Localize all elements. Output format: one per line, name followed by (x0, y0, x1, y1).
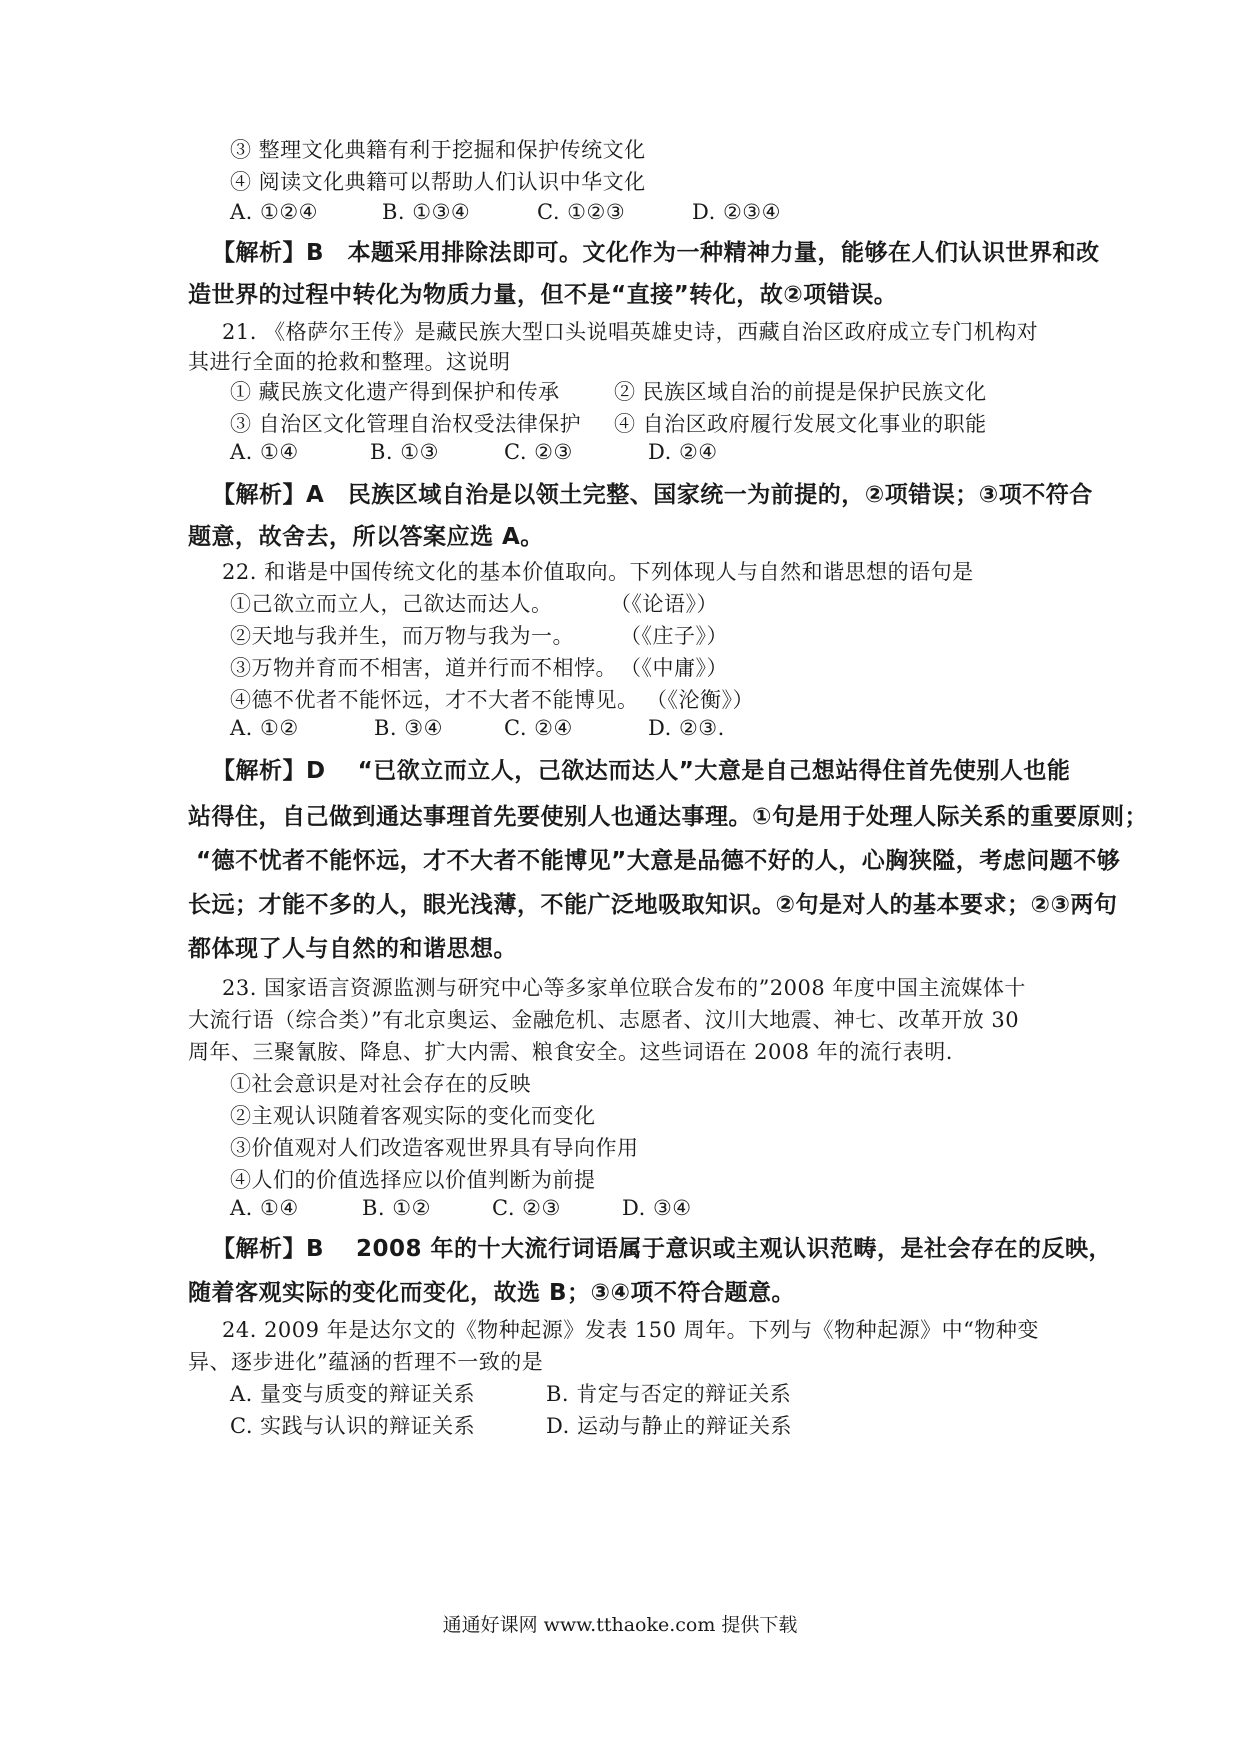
choice-b: B. ①③ (370, 440, 439, 464)
choice-d: D. ③④ (622, 1196, 692, 1220)
choice-c: C. ①②③ (537, 200, 626, 224)
choice-d: D. ②③④ (692, 200, 781, 224)
analysis-line: 长远；才能不多的人，眼光浅薄，不能广泛地吸取知识。②句是对人的基本要求；②③两句 (188, 892, 1118, 918)
statement-1: ①社会意识是对社会存在的反映 (230, 1072, 531, 1096)
quote-source: （《沦衡》） (646, 688, 754, 712)
choice-a: A. 量变与质变的辩证关系 (230, 1382, 476, 1406)
statement-3: ③ 自治区文化管理自治权受法律保护 (230, 412, 582, 436)
statement-4: ④人们的价值选择应以价值判断为前提 (230, 1168, 596, 1192)
choice-b: B. ①② (362, 1196, 431, 1220)
question-line: 周年、三聚氰胺、降息、扩大内需、粮食安全。这些词语在 2008 年的流行表明. (188, 1040, 953, 1064)
statement-2: ②主观认识随着客观实际的变化而变化 (230, 1104, 596, 1128)
question-line: 其进行全面的抢救和整理。这说明 (188, 350, 511, 374)
choice-a: A. ①④ (230, 1196, 299, 1220)
choice-d: D. ②③. (648, 716, 725, 740)
choice-d: D. ②④ (648, 440, 718, 464)
choice-c: C. ②③ (504, 440, 573, 464)
question-24: 24. 2009 年是达尔文的《物种起源》发表 150 周年。下列与《物种起源》中“物种变 (222, 1318, 1039, 1342)
quote-source: （《论语》） (610, 592, 718, 616)
choice-a: A. ①④ (230, 440, 299, 464)
question-21: 21. 《格萨尔王传》是藏民族大型口头说唱英雄史诗，西藏自治区政府成立专门机构对 (222, 320, 1039, 344)
analysis-line: 【解析】B 本题采用排除法即可。文化作为一种精神力量，能够在人们认识世界和改 (212, 240, 1100, 266)
statement-1: ① 藏民族文化遗产得到保护和传承 (230, 380, 560, 404)
quote-text: ③万物并育而不相害，道并行而不相悖。 (230, 656, 617, 680)
analysis-line: 站得住，自己做到通达事理首先要使别人也通达事理。①句是用于处理人际关系的重要原则； (188, 804, 1148, 830)
quote-source: （《庄子》） (620, 624, 728, 648)
choice-a: A. ①②④ (230, 200, 318, 224)
question-line: 大流行语（综合类）”有北京奥运、金融危机、志愿者、汶川大地震、神七、改革开放 30 (188, 1008, 1020, 1032)
question-line: 异、逐步进化”蕴涵的哲理不一致的是 (188, 1350, 544, 1374)
analysis-line: 随着客观实际的变化而变化，故选 B；③④项不符合题意。 (188, 1280, 795, 1306)
quote-text: ④德不优者不能怀远，才不大者不能博见。 (230, 688, 639, 712)
analysis-line: “德不忧者不能怀远，才不大者不能博见”大意是品德不好的人，心胸狭隘，考虑问题不够 (196, 848, 1121, 874)
page-footer: 通通好课网 www.tthaoke.com 提供下载 (442, 1614, 798, 1636)
statement-2: ② 民族区域自治的前提是保护民族文化 (614, 380, 987, 404)
quote-text: ②天地与我并生，而万物与我为一。 (230, 624, 574, 648)
quote-source: （《中庸》） (620, 656, 728, 680)
option-line: ④ 阅读文化典籍可以帮助人们认识中华文化 (230, 170, 646, 194)
analysis-line: 题意，故舍去，所以答案应选 A。 (188, 524, 544, 550)
option-line: ③ 整理文化典籍有利于挖掘和保护传统文化 (230, 138, 646, 162)
choice-c: C. ②④ (504, 716, 573, 740)
analysis-line: 造世界的过程中转化为物质力量，但不是“直接”转化，故②项错误。 (188, 282, 898, 308)
analysis-line: 都体现了人与自然的和谐思想。 (188, 936, 517, 962)
choice-c: C. ②③ (492, 1196, 561, 1220)
quote-text: ①己欲立而立人，己欲达而达人。 (230, 592, 553, 616)
choice-b: B. ①③④ (382, 200, 471, 224)
analysis-line: 【解析】D “已欲立而立人，己欲达而达人”大意是自己想站得住首先使别人也能 (212, 758, 1071, 784)
choice-b: B. 肯定与否定的辩证关系 (546, 1382, 792, 1406)
analysis-line: 【解析】A 民族区域自治是以领土完整、国家统一为前提的，②项错误；③项不符合 (212, 482, 1093, 508)
question-23: 23. 国家语言资源监测与研究中心等多家单位联合发布的”2008 年度中国主流媒体十 (222, 976, 1026, 1000)
choice-a: A. ①② (230, 716, 299, 740)
choice-c: C. 实践与认识的辩证关系 (230, 1414, 476, 1438)
statement-4: ④ 自治区政府履行发展文化事业的职能 (614, 412, 987, 436)
question-22: 22. 和谐是中国传统文化的基本价值取向。下列体现人与自然和谐思想的语句是 (222, 560, 974, 584)
analysis-line: 【解析】B 2008 年的十大流行词语属于意识或主观认识范畴，是社会存在的反映， (212, 1236, 1113, 1262)
statement-3: ③价值观对人们改造客观世界具有导向作用 (230, 1136, 639, 1160)
choice-d: D. 运动与静止的辩证关系 (546, 1414, 792, 1438)
choice-b: B. ③④ (374, 716, 443, 740)
